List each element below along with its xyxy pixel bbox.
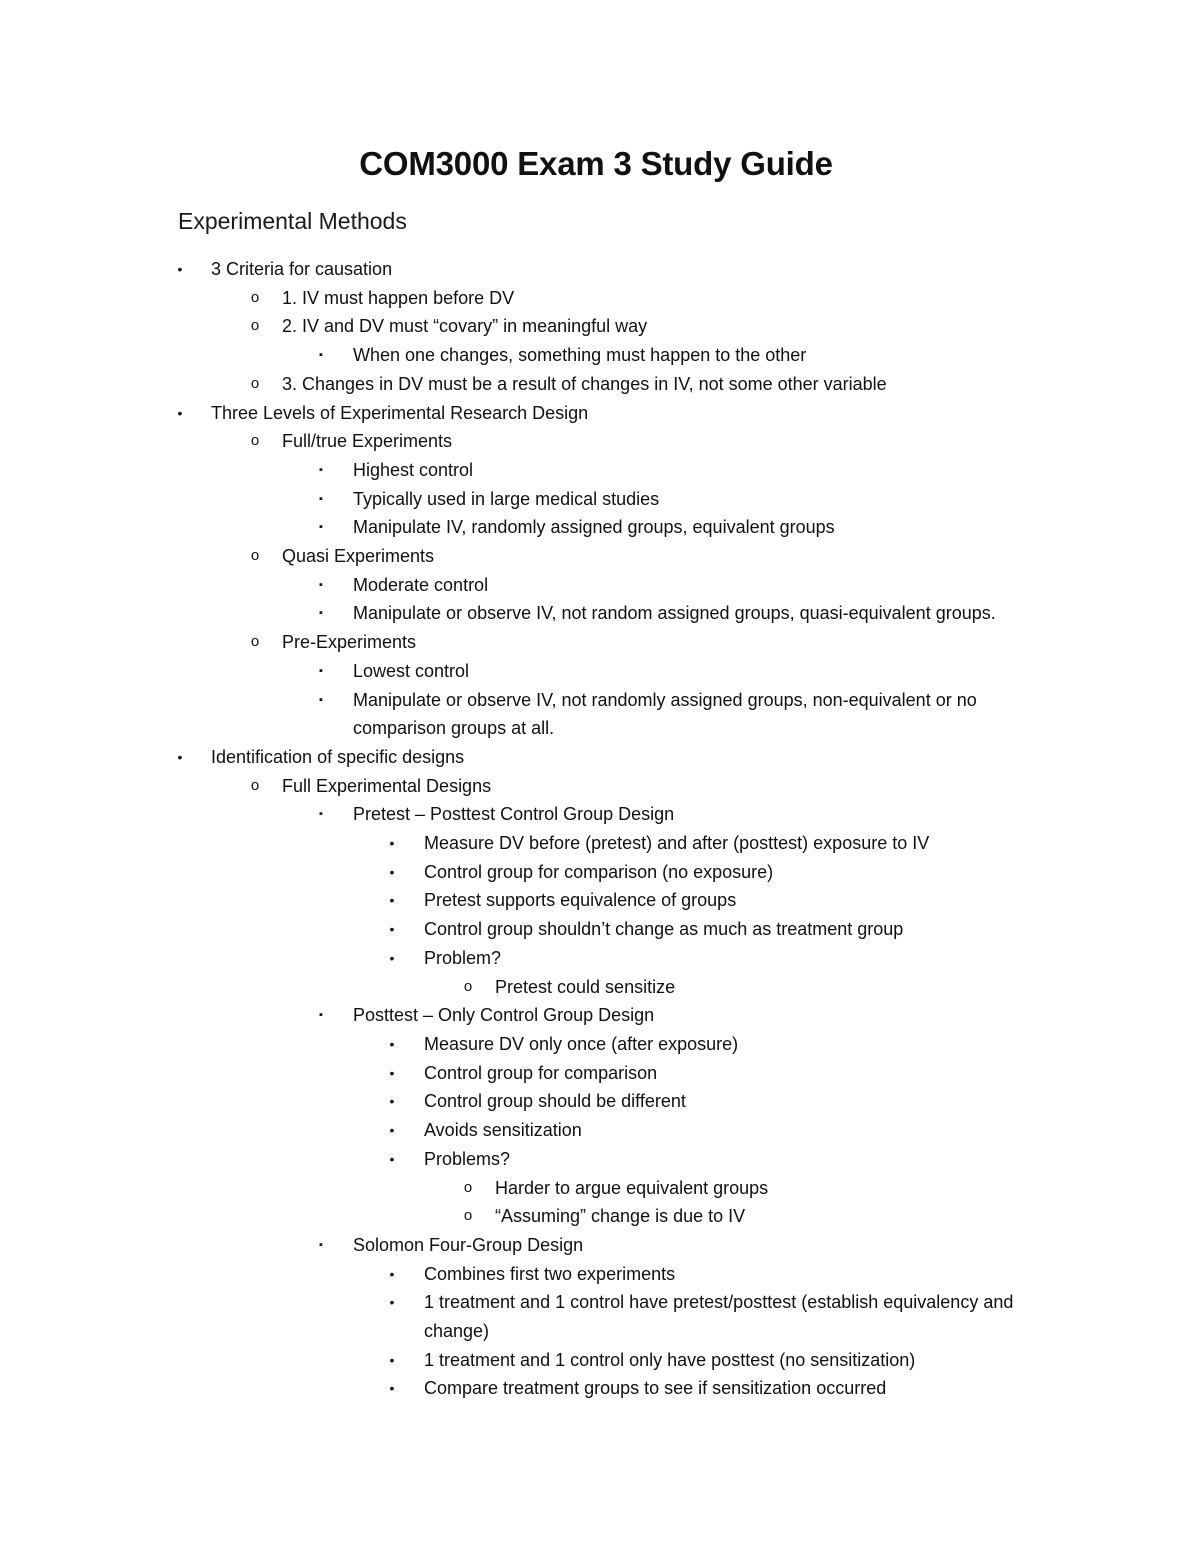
outline-item — [0, 284, 1200, 313]
bullet-marker: • — [389, 1064, 395, 1081]
outline-item — [0, 800, 1200, 829]
square-bullet-marker: ▪ — [319, 492, 323, 505]
square-bullet-marker: ▪ — [319, 1009, 323, 1022]
outline-item-text: Control group should be different — [424, 1091, 686, 1112]
outline-item-text: Measure DV only once (after exposure) — [424, 1033, 739, 1054]
outline-item-text: Manipulate or observe IV, not randomly assigned groups, non-equivalent or no comparison groups at all. — [353, 689, 977, 739]
outline-item — [0, 1231, 1200, 1260]
outline-item — [0, 829, 1200, 858]
outline-item — [0, 973, 1200, 1002]
outline-item-text: Identification of specific designs — [211, 746, 465, 767]
outline-item-text: Pretest supports equivalence of groups — [424, 890, 737, 911]
bullet-marker: • — [177, 404, 183, 421]
outline-item-text: Measure DV before (pretest) and after (posttest) exposure to IV — [424, 833, 930, 854]
outline-list — [0, 255, 1200, 1403]
bullet-marker: • — [389, 1122, 395, 1139]
outline-item-text: Control group for comparison — [424, 1062, 658, 1083]
bullet-marker: • — [389, 892, 395, 909]
square-bullet-marker: ▪ — [319, 463, 323, 476]
outline-item — [0, 628, 1200, 657]
outline-item — [0, 1260, 1200, 1289]
outline-item-text: Quasi Experiments — [282, 546, 435, 567]
bullet-marker: • — [177, 261, 183, 277]
outline-item-text: Moderate control — [353, 574, 489, 595]
outline-item — [0, 399, 1200, 428]
bullet-marker: • — [389, 1380, 395, 1397]
outline-item-text: Solomon Four-Group Design — [353, 1234, 584, 1255]
outline-item-text: Control group for comparison (no exposure) — [424, 861, 774, 882]
document-title: COM3000 Exam 3 Study Guide — [359, 145, 833, 182]
outline-item — [0, 944, 1200, 973]
outline-item — [0, 1001, 1200, 1030]
outline-item-text: Combines first two experiments — [424, 1263, 676, 1284]
outline-item — [0, 1059, 1200, 1088]
outline-item-text: 1 treatment and 1 control only have posttest (no sensitization) — [424, 1349, 916, 1370]
outline-item — [0, 542, 1200, 571]
outline-item — [0, 858, 1200, 887]
bullet-marker: • — [389, 835, 395, 852]
outline-item-text: Problem? — [424, 947, 502, 968]
square-bullet-marker: ▪ — [319, 349, 323, 362]
outline-item — [0, 370, 1200, 399]
outline-item-text: “Assuming” change is due to IV — [495, 1206, 746, 1227]
outline-item — [0, 1116, 1200, 1145]
outline-item-text: 3. Changes in DV must be a result of changes in IV, not some other variable — [282, 373, 887, 394]
circle-bullet-marker: o — [463, 1207, 473, 1225]
square-bullet-marker: ▪ — [319, 521, 323, 534]
outline-item — [0, 255, 1200, 284]
outline-item-text: 1. IV must happen before DV — [282, 287, 515, 308]
outline-item — [0, 341, 1200, 370]
outline-item-text: Harder to argue equivalent groups — [495, 1177, 769, 1198]
outline-item — [0, 427, 1200, 456]
section-heading: Experimental Methods — [178, 208, 407, 234]
circle-bullet-marker: o — [250, 374, 260, 392]
outline-item — [0, 599, 1200, 628]
outline-item-text: Typically used in large medical studies — [353, 488, 660, 509]
outline-item-text: Manipulate IV, randomly assigned groups, equivalent groups — [353, 517, 835, 538]
circle-bullet-marker: o — [463, 1178, 473, 1196]
outline-item — [0, 1374, 1200, 1403]
bullet-marker: • — [389, 1351, 395, 1368]
circle-bullet-marker: o — [250, 288, 260, 306]
outline-item-text: Full Experimental Designs — [282, 775, 492, 796]
square-bullet-marker: ▪ — [319, 693, 323, 706]
bullet-marker: • — [389, 949, 395, 966]
circle-bullet-marker: o — [250, 547, 260, 565]
outline-item-text: Highest control — [353, 459, 474, 480]
bullet-marker: • — [389, 1150, 395, 1167]
outline-item — [0, 571, 1200, 600]
outline-item-text: Avoids sensitization — [424, 1120, 582, 1141]
outline-item — [0, 886, 1200, 915]
outline-item — [0, 657, 1200, 686]
square-bullet-marker: ▪ — [319, 664, 323, 677]
outline-item-text: Pretest could sensitize — [495, 976, 676, 997]
bullet-marker: • — [177, 748, 183, 765]
outline-item — [0, 513, 1200, 542]
outline-item — [0, 1174, 1200, 1203]
outline-item-text: Pretest – Posttest Control Group Design — [353, 804, 675, 825]
bullet-marker: • — [389, 1294, 395, 1311]
outline-item-text: Full/true Experiments — [282, 431, 453, 452]
circle-bullet-marker: o — [250, 633, 260, 651]
outline-item — [0, 743, 1200, 772]
square-bullet-marker: ▪ — [319, 607, 323, 620]
outline-item-text: Pre-Experiments — [282, 632, 417, 653]
outline-item-text: When one changes, something must happen to the other — [353, 345, 807, 366]
outline-item-text: Posttest – Only Control Group Design — [353, 1005, 655, 1026]
outline-item-text: Lowest control — [353, 660, 470, 681]
outline-item-text: 1 treatment and 1 control have pretest/posttest (establish equivalency and change) — [424, 1292, 1014, 1342]
outline-item — [0, 1346, 1200, 1375]
outline-item — [0, 1145, 1200, 1174]
outline-item — [0, 1288, 1200, 1345]
outline-item — [0, 915, 1200, 944]
outline-item-text: Compare treatment groups to see if sensitization occurred — [424, 1378, 887, 1399]
bullet-marker: • — [389, 863, 395, 880]
outline-item-text: 2. IV and DV must “covary” in meaningful way — [282, 316, 648, 337]
outline-item-text: Manipulate or observe IV, not random assigned groups, quasi-equivalent groups. — [353, 603, 996, 624]
circle-bullet-marker: o — [463, 977, 473, 995]
square-bullet-marker: ▪ — [319, 1238, 323, 1251]
outline-item — [0, 485, 1200, 514]
bullet-marker: • — [389, 1265, 395, 1282]
circle-bullet-marker: o — [250, 432, 260, 450]
square-bullet-marker: ▪ — [319, 808, 323, 821]
outline-item-text: Control group shouldn’t change as much as treatment group — [424, 919, 904, 940]
outline-item-text: Three Levels of Experimental Research Design — [211, 402, 589, 423]
outline-item — [0, 312, 1200, 341]
outline-item — [0, 1087, 1200, 1116]
outline-item-text: Problems? — [424, 1148, 511, 1169]
outline-item — [0, 1030, 1200, 1059]
bullet-marker: • — [389, 921, 395, 938]
bullet-marker: • — [389, 1093, 395, 1110]
outline-item — [0, 772, 1200, 801]
outline-item-text: 3 Criteria for causation — [211, 259, 393, 279]
circle-bullet-marker: o — [250, 776, 260, 794]
outline-item — [0, 456, 1200, 485]
circle-bullet-marker: o — [250, 317, 260, 335]
outline-item — [0, 686, 1200, 743]
outline-item — [0, 1202, 1200, 1231]
square-bullet-marker: ▪ — [319, 578, 323, 591]
bullet-marker: • — [389, 1035, 395, 1052]
